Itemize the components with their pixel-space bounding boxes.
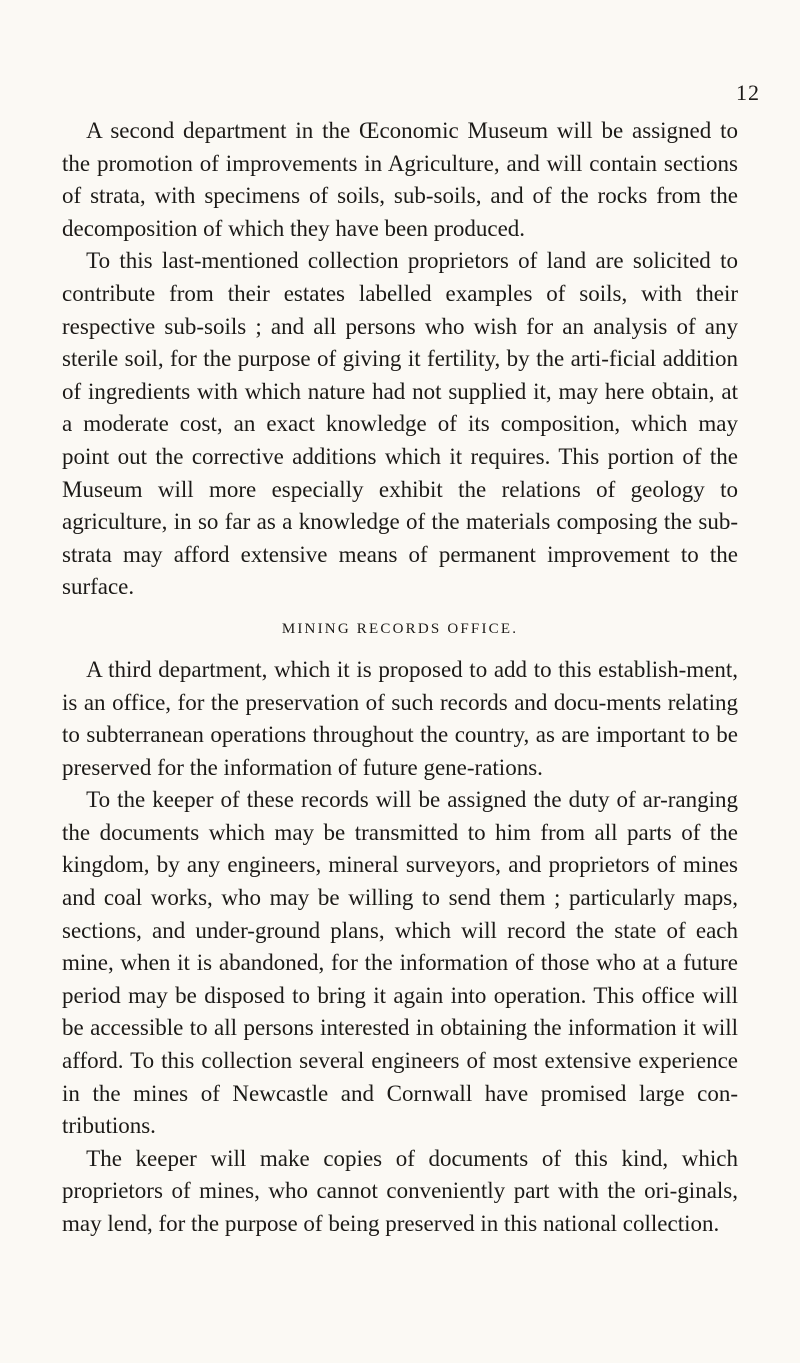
paragraph-soil-collection: To this last-mentioned collection proprietors of land are solicited to contribute from their estates labelled examples of soils, with their respective sub-soils ; and all persons who wish for an analysis of any sterile soil, for the purpose of giving it fertility, by the arti-ficial addition of ingredients with which nature had not supplied it, may here obtain, at a moderate cost, an exact knowledge of its composition, which may point out the corrective additions which it requires. This portion of the Museum will more especially exhibit the relations of geology to agriculture, in so far as a knowledge of the materials composing the sub-strata may afford extensive means of permanent improvement to the surface. bbox=[62, 248, 738, 600]
paragraph-copies: The keeper will make copies of documents of this kind, which proprietors of mines, who cannot conveniently part with the ori-ginals, may lend, for the purpose of being preserved in this national collection. bbox=[62, 1145, 738, 1236]
page-body bbox=[62, 115, 738, 1241]
paragraph-oeconomic-museum: A second department in the Œconomic Museum will be assigned to the promotion of improvements in Agriculture, and will contain sections of strata, with specimens of soils, sub-soils, and of the rocks from the decomposition of which they have been produced. bbox=[62, 118, 738, 241]
paragraph-third-department: A third department, which it is proposed to add to this establish-ment, is an office, for the preservation of such records and docu-ments relating to subterranean operations throughout the country, as are important to be preserved for the information of future gene-rations. bbox=[62, 656, 738, 780]
page-number: 12 bbox=[736, 80, 760, 105]
paragraph-keeper-duties: To the keeper of these records will be assigned the duty of ar-ranging the documents which may be transmitted to him from all parts of the kingdom, by any engineers, mineral surveyors, and proprietors of mines and coal works, who may be willing to send them ; particularly maps, sections, and under-ground plans, which will record the state of each mine, when it is abandoned, for the information of those who at a future period may be disposed to bring it again into operation. This office will be accessible to all persons interested in obtaining the information it will afford. To this collection several engineers of most extensive experience in the mines of Newcastle and Cornwall have promised large con-tributions. bbox=[62, 787, 738, 1139]
section-heading-mining-records: MINING RECORDS OFFICE. bbox=[281, 620, 519, 637]
